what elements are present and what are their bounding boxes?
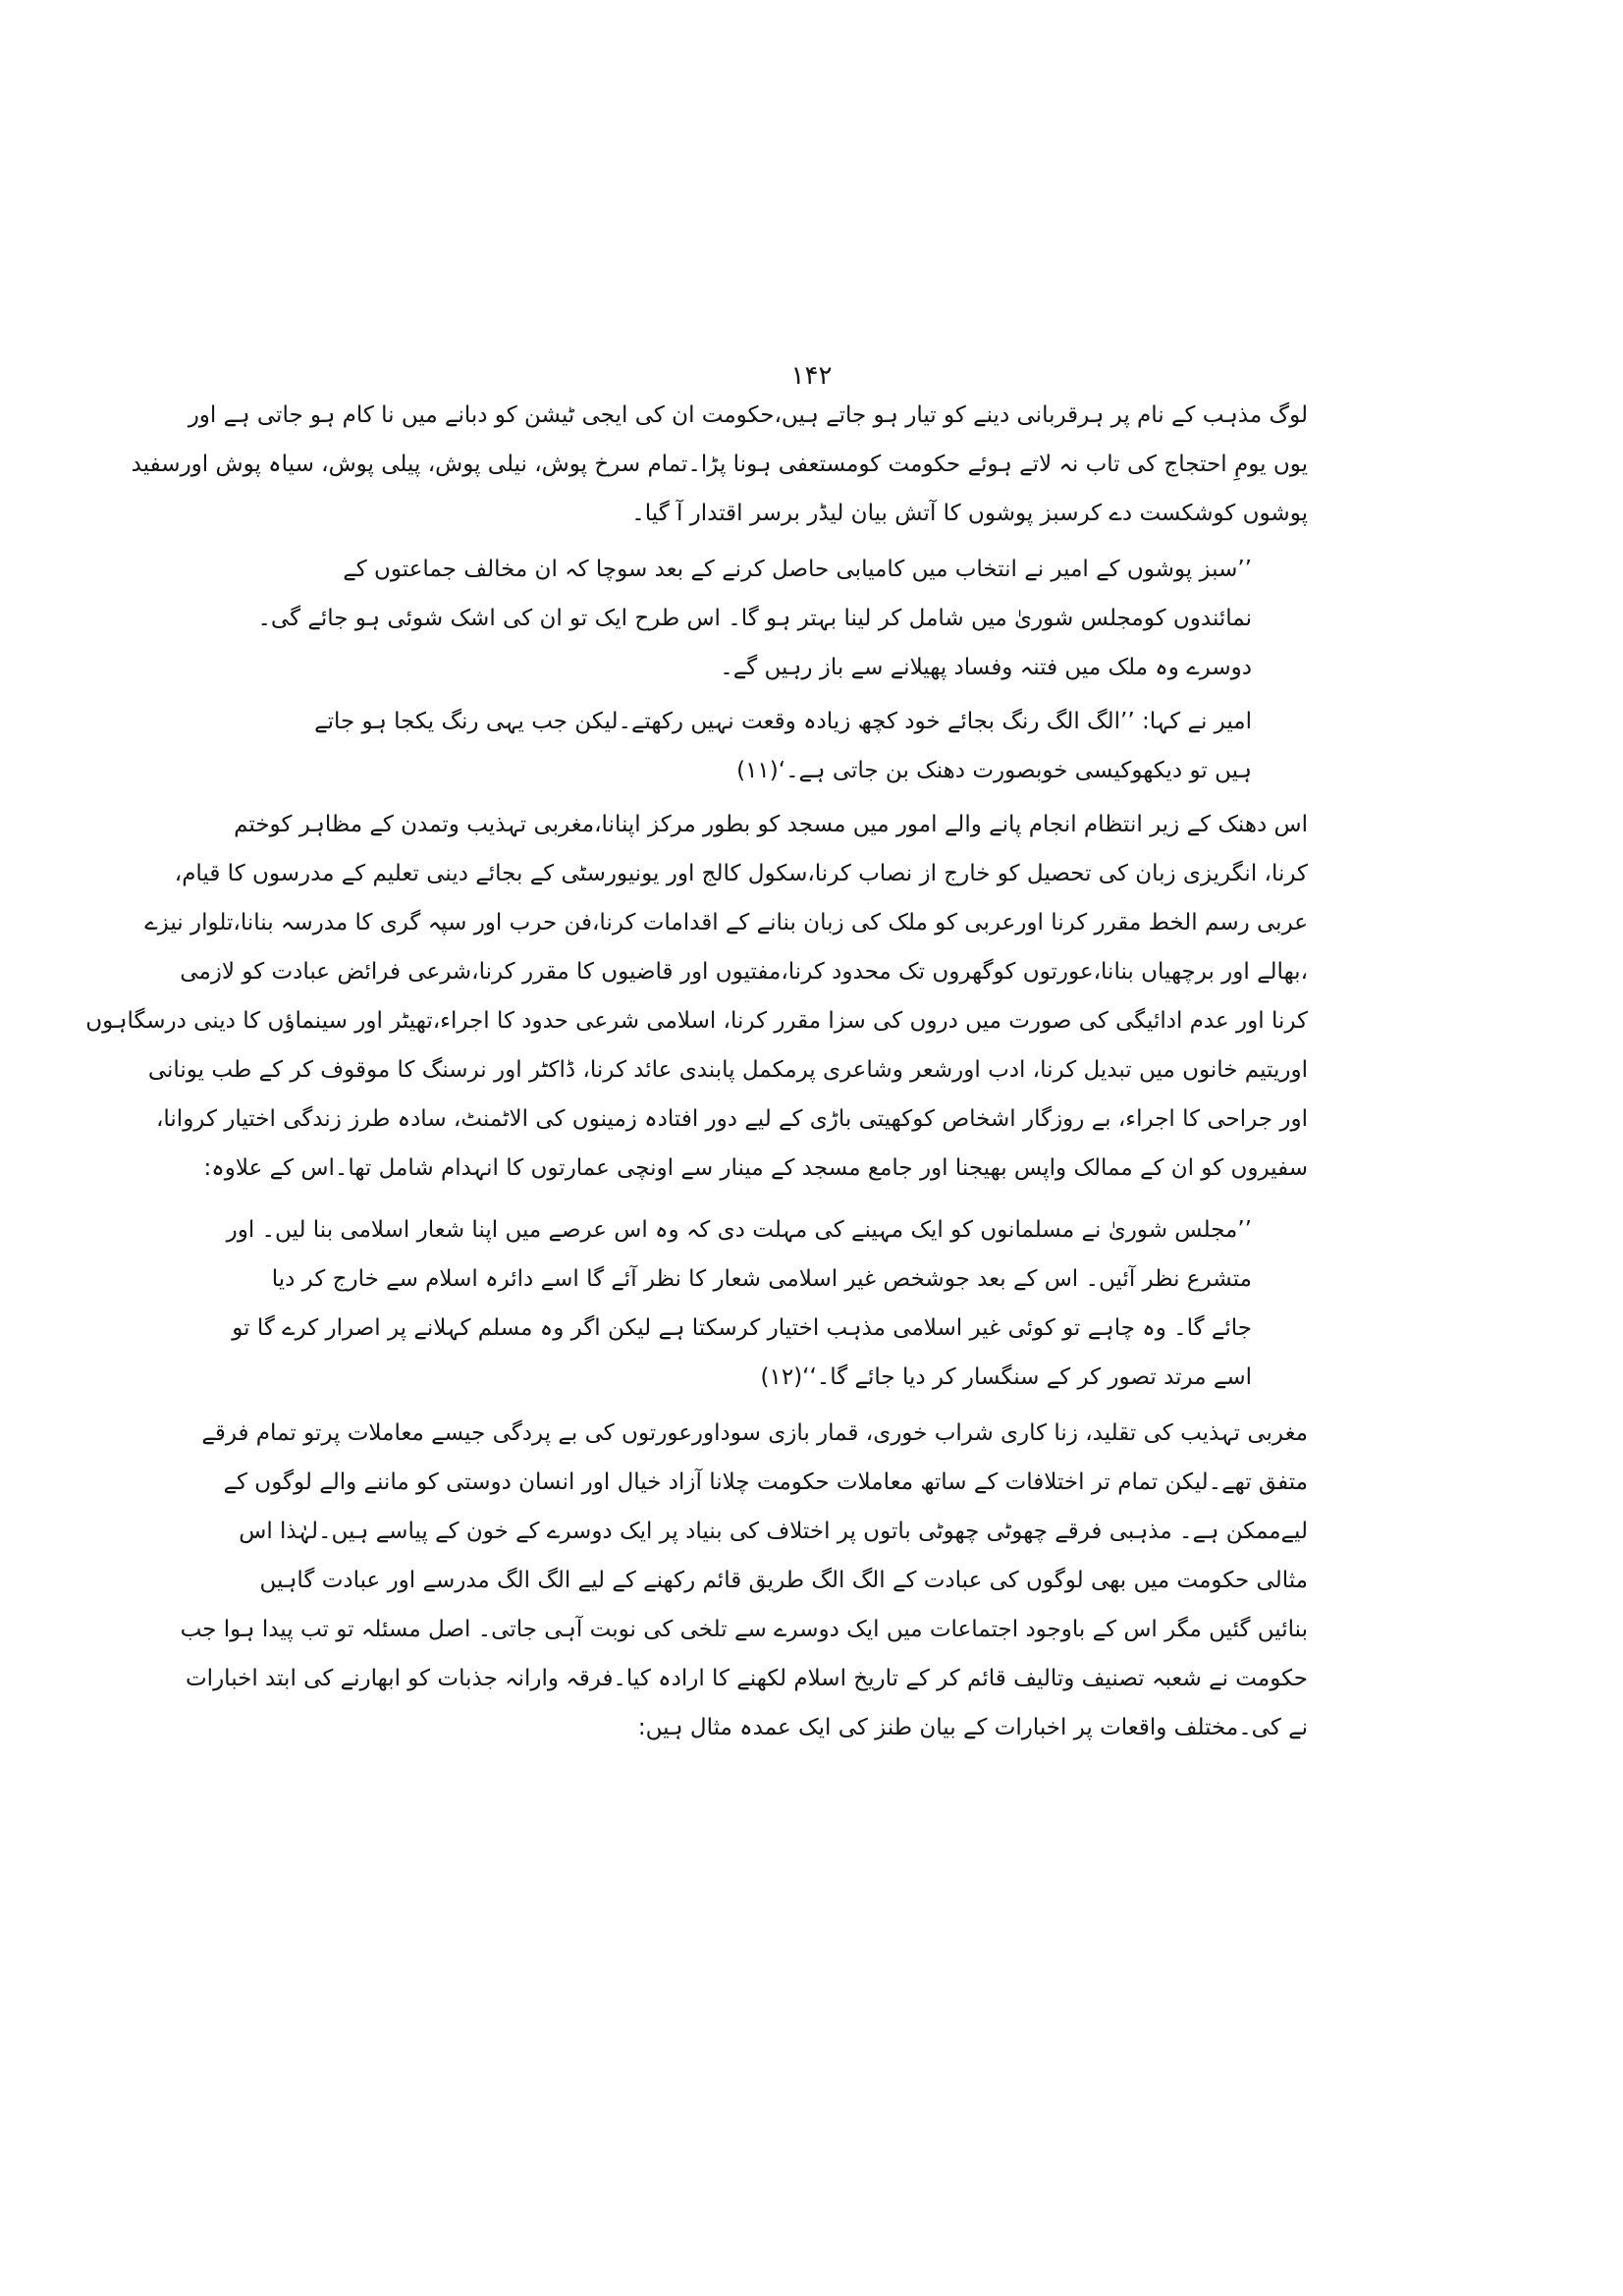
text-line: نمائندوں کومجلس شوریٰ میں شامل کر لینا بہتر ہو گا۔ اس طرح ایک تو ان کی اشک شوئی ہو جائے گی۔ [257,606,1252,631]
text-line: مغربی تہذیب کی تقلید، زنا کاری شراب خوری، قمار بازی سوداورعورتوں کی بے پردگی جیسے معاملات پرتو تمام فرقے [201,1420,1308,1446]
text-line: اوریتیم خانوں میں تبدیل کرنا، ادب اورشعر وشاعری پرمکمل پابندی عائد کرنا، ڈاکٹر اور نرسنگ کا موقوف کر کے طب یونانی [147,1057,1308,1083]
text-line: جائے گا۔ وہ چاہے تو کوئی غیر اسلامی مذہب اختیار کرسکتا ہے لیکن اگر وہ مسلم کہلانے پر اصرار کرے گا تو [232,1315,1252,1341]
text-line: مثالی حکومت میں بھی لوگوں کی عبادت کے الگ الگ طریق قائم رکھنے کے لیے الگ الگ مدرسے اور عبادت گاہیں [259,1568,1308,1593]
text-line: ہیں تو دیکھوکیسی خوبصورت دھنک بن جاتی ہے۔‘(۱۱) [736,758,1252,783]
text-line: پوشوں کوشکست دے کرسبز پوشوں کا آتش بیان لیڈر برسر اقتدار آ گیا۔ [631,501,1308,526]
text-line: حکومت نے شعبہ تصنیف وتالیف قائم کر کے تاریخ اسلام لکھنے کا ارادہ کیا۔فرقہ وارانہ جذبات کو ابھارنے کی ابتد اخبارات [186,1666,1308,1691]
text-line: سفیروں کو ان کے ممالک واپس بھیجنا اور جامع مسجد کے مینار سے اونچی عمارتوں کا انہدام شامل تھا۔اس کے علاوہ: [203,1155,1308,1181]
text-line: ’’مجلس شوریٰ نے مسلمانوں کو ایک مہینے کی مہلت دی کہ وہ اس عرصے میں اپنا شعار اسلامی بنا لیں۔ اور [226,1217,1252,1243]
block-quote-1 [257,545,1252,692]
body-paragraph-3 [180,1409,1308,1752]
text-line: امیر نے کہا: ’’الگ الگ رنگ بجائے خود کچھ زیادہ وقعت نہیں رکھتے۔لیکن جب یہی رنگ یکجا ہو جاتے [314,709,1252,734]
page-number: ۱۴۲ [790,361,833,391]
text-line: دوسرے وہ ملک میں فتنہ وفساد پھیلانے سے باز رہیں گے۔ [720,655,1252,680]
body-paragraph-1 [131,391,1308,538]
text-line: ’’سبز پوشوں کے امیر نے انتخاب میں کامیابی حاصل کرنے کے بعد سوچا کہ ان مخالف جماعتوں کے [343,557,1252,582]
body-paragraph-2 [85,800,1308,1193]
text-line: کرنا، انگریزی زبان کی تحصیل کو خارج از نصاب کرنا،سکول کالج اور یونیورسٹی کے بجائے دینی تعلیم کے مدرسوں کا قیام، [174,861,1308,886]
text-line: متفق تھے۔لیکن تمام تر اختلافات کے ساتھ معاملات حکومت چلانا آزاد خیال اور انسان دوستی کو ماننے والے لوگوں کے [223,1469,1308,1495]
text-line: اس دھنک کے زیر انتظام انجام پانے والے امور میں مسجد کو بطور مرکز اپنانا،مغربی تہذیب وتمدن کے مظاہر کوختم [234,812,1308,837]
text-line: اور جراحی کا اجراء، بے روزگار اشخاص کوکھیتی باڑی کے لیے دور افتادہ زمینوں کی الاٹمنٹ، سادہ طرز زندگی اختیار کروانا، [155,1106,1308,1132]
text-line: یوں یومِ احتجاج کی تاب نہ لاتے ہوئے حکومت کومستعفی ہونا پڑا۔تمام سرخ پوش، نیلی پوش، پیلی پوش، سیاہ پوش اورسفید [131,452,1308,477]
text-line: عربی رسم الخط مقرر کرنا اورعربی کو ملک کی زبان بنانے کے اقدامات کرنا،فن حرب اور سپہ گری کا مدرسہ بنانا،تلوار نیزے [144,910,1308,935]
text-line: کرنا اور عدم ادائیگی کی صورت میں دروں کی سزا مقرر کرنا، اسلامی شرعی حدود کا اجراء،تھیٹر اور سینماؤں کا دینی درسگاہوں [85,1008,1308,1034]
text-line: بنائیں گئیں مگر اس کے باوجود اجتماعات میں ایک دوسرے سے تلخی کی نوبت آہی جاتی۔ اصل مسئلہ تو تب پیدا ہوا جب [180,1617,1308,1642]
text-line: لوگ مذہب کے نام پر ہرقربانی دینے کو تیار ہو جاتے ہیں،حکومت ان کی ایجی ٹیشن کو دبانے میں نا کام ہو جاتی ہے اور [188,402,1308,428]
text-line: متشرع نظر آئیں۔ اس کے بعد جوشخص غیر اسلامی شعار کا نظر آئے گا اسے دائرہ اسلام سے خارج کر دیا [271,1266,1252,1292]
text-line: اسے مرتد تصور کر کے سنگسار کر دیا جائے گا۔‘‘(۱۲) [760,1364,1252,1390]
block-quote-3 [226,1205,1252,1402]
text-line: لیےممکن ہے۔ مذہبی فرقے چھوٹی چھوٹی باتوں پر اختلاف کی بنیاد پر ایک دوسرے کے خون کے پیاسے ہیں۔لہٰذا اس [239,1519,1308,1544]
text-line: ،بھالے اور برچھیاں بنانا،عورتوں کوگھروں تک محدود کرنا،مفتیوں اور قاضیوں کا مقرر کرنا،شرعی فرائض عبادت کو لازمی [180,959,1308,985]
text-line: نے کی۔مختلف واقعات پر اخبارات کے بیان طنز کی ایک عمدہ مثال ہیں: [637,1715,1308,1740]
block-quote-2 [314,697,1252,795]
